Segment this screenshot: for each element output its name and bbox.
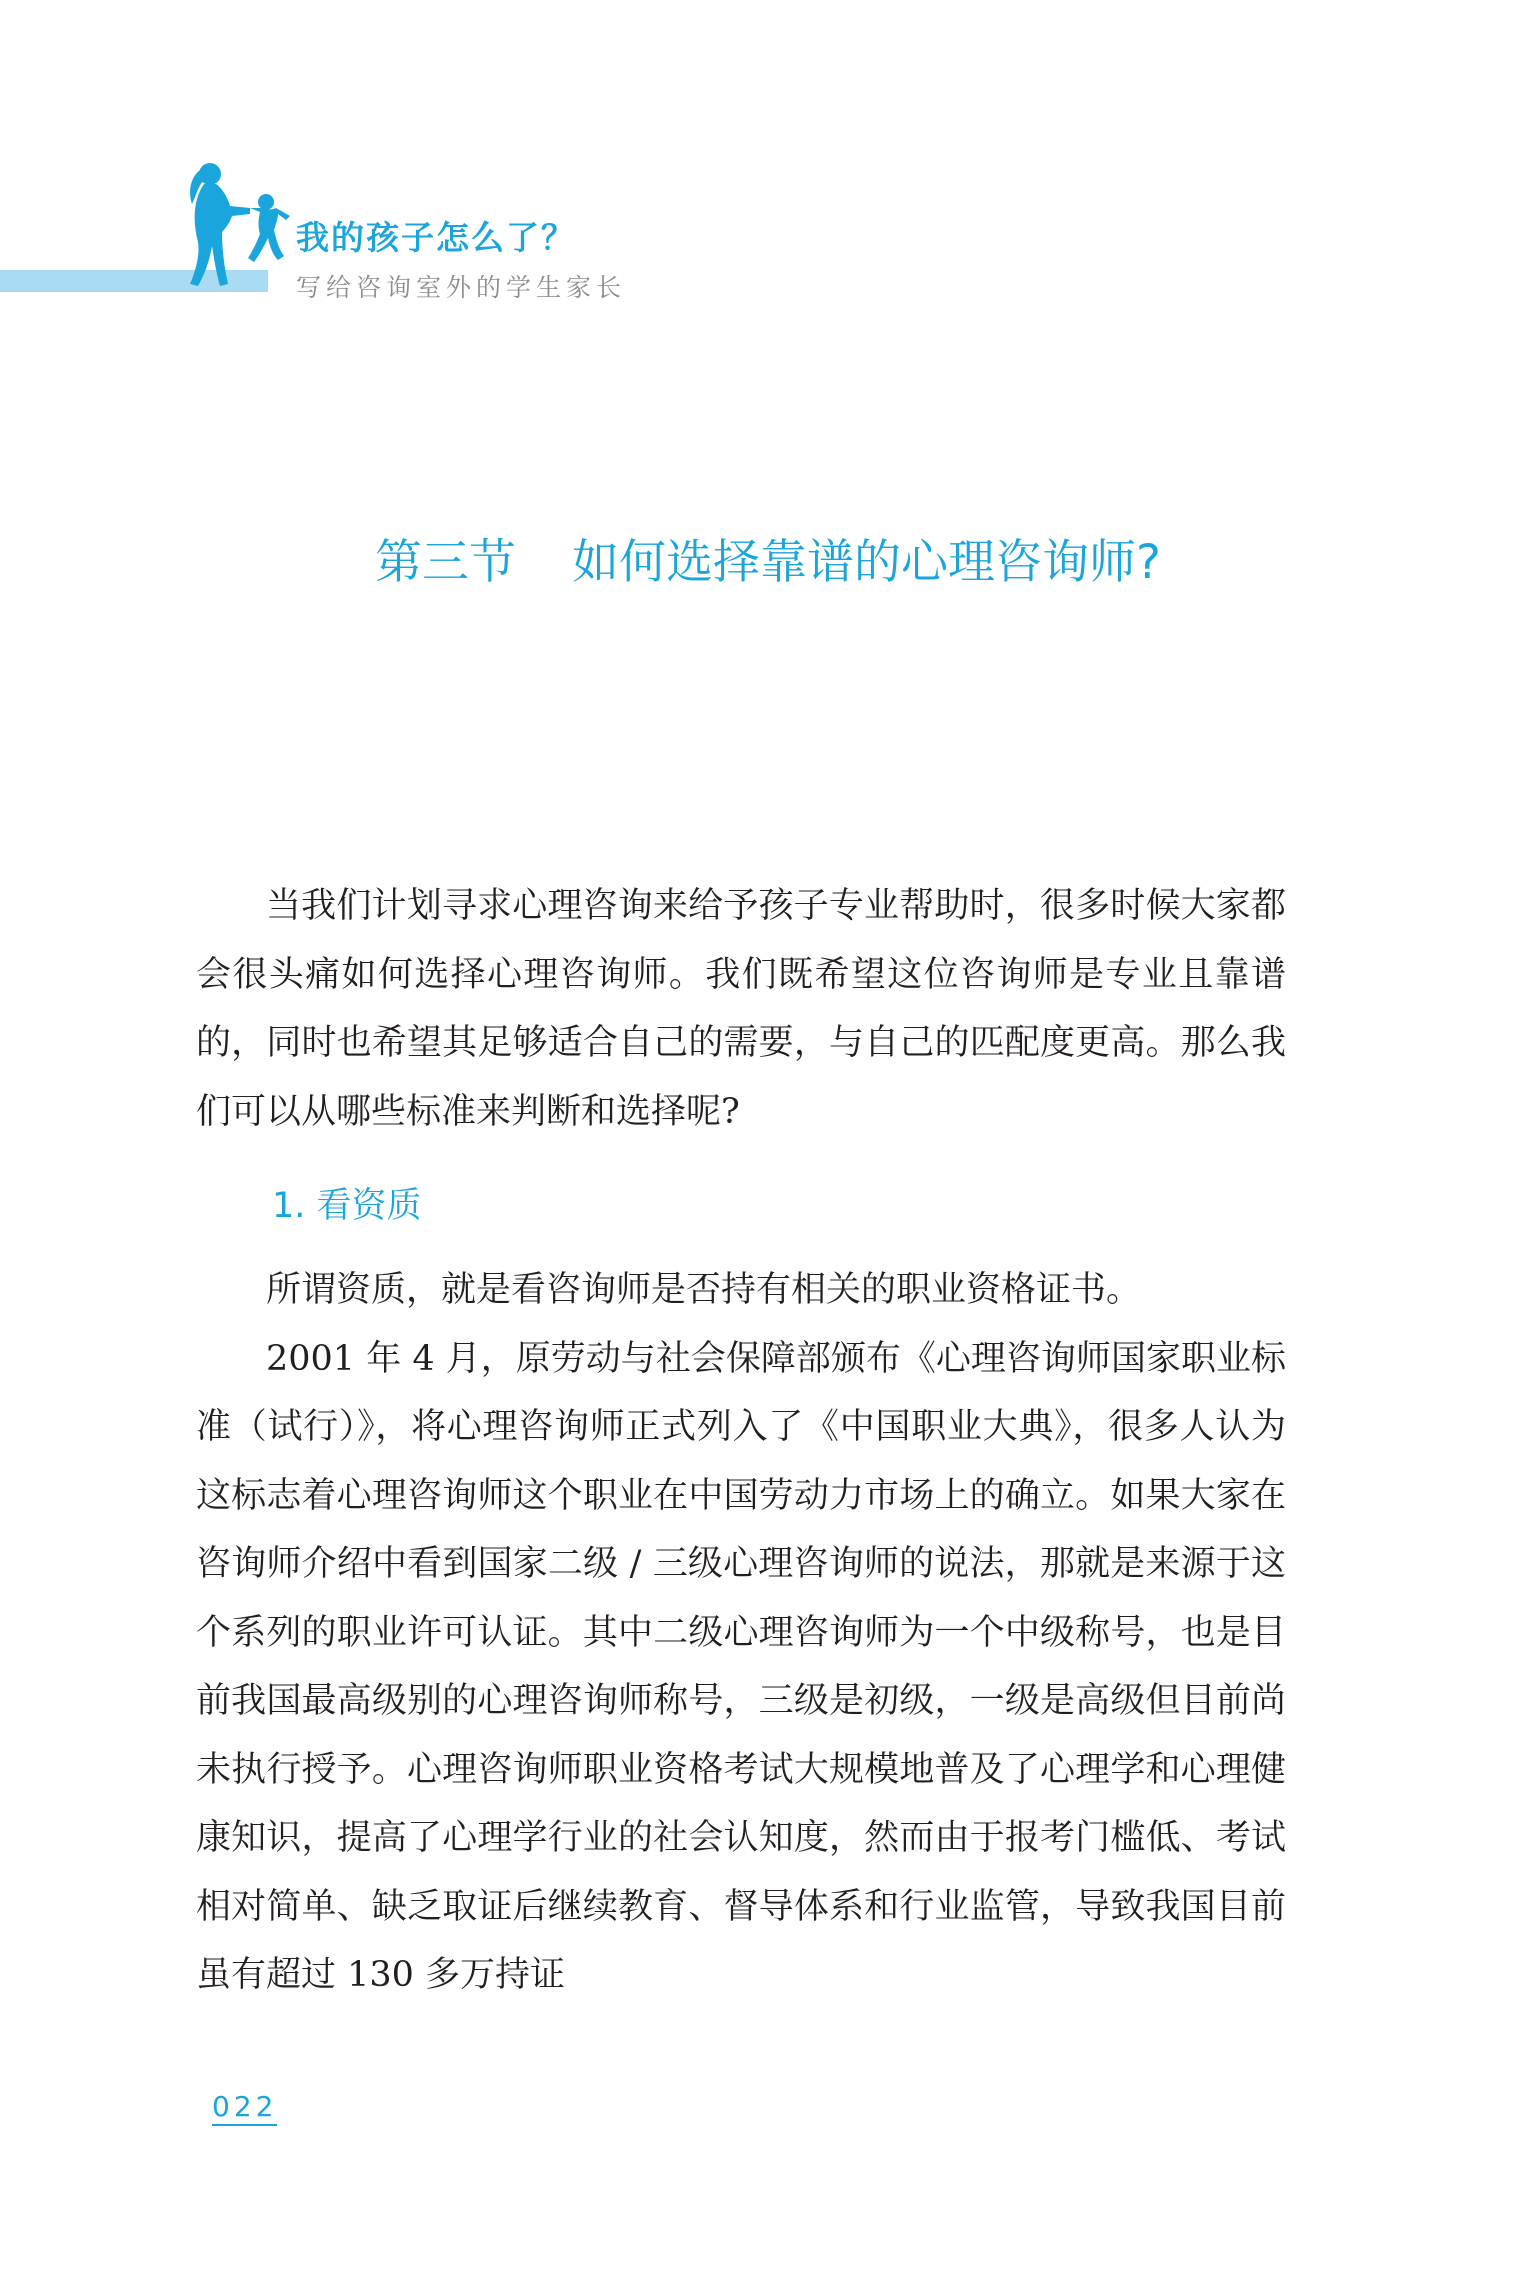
header-title: 我的孩子怎么了？ — [296, 218, 576, 257]
subheading-qualification: 1. 看资质 — [272, 1186, 422, 1226]
header-subtitle: 写给咨询室外的学生家长 — [296, 273, 627, 302]
intro-paragraph: 当我们计划寻求心理咨询来给予孩子专业帮助时，很多时候大家都会很头痛如何选择心理咨询师。我们既希望这位咨询师是专业且靠谱的，同时也希望其足够适合自己的需要，与自己的匹配度更高。那么我们可以从哪些标准来判断和选择呢? — [196, 886, 1286, 1132]
section-number: 第三节 — [375, 535, 517, 590]
paragraph-certification-history: 2001 年 4 月，原劳动与社会保障部颁布《心理咨询师国家职业标准（试行）》，将心理咨询师正式列入了《中国职业大典》，很多人认为这标志着心理咨询师这个职业在中国劳动力市场上的确立。如果大家在咨询师介绍中看到国家二级 / 三级心理咨询师的说法，那就是来源于这个系列的职业许可认证。其中二级心理咨询师为一个中级称号，也是目前我国最高级别的心理咨询师称号，三级是初级，一级是高级但目前尚未执行授予。心理咨询师职业资格考试大规模地普及了心理学和心理健康知识，提高了心理学行业的社会认知度，然而由于报考门槛低、考试相对简单、缺乏取证后继续教育、督导体系和行业监管，导致我国目前虽有超过 130 多万持证 — [196, 1338, 1286, 1995]
section-title — [0, 525, 1536, 592]
running-header — [0, 150, 700, 300]
body-text — [196, 872, 1286, 2010]
mother-and-child-silhouette-icon — [186, 158, 290, 292]
section-heading: 如何选择靠谱的心理咨询师? — [572, 535, 1161, 590]
paragraph-qualification-definition: 所谓资质，就是看咨询师是否持有相关的职业资格证书。 — [266, 1270, 1142, 1310]
page-number: 022 — [212, 2090, 277, 2126]
